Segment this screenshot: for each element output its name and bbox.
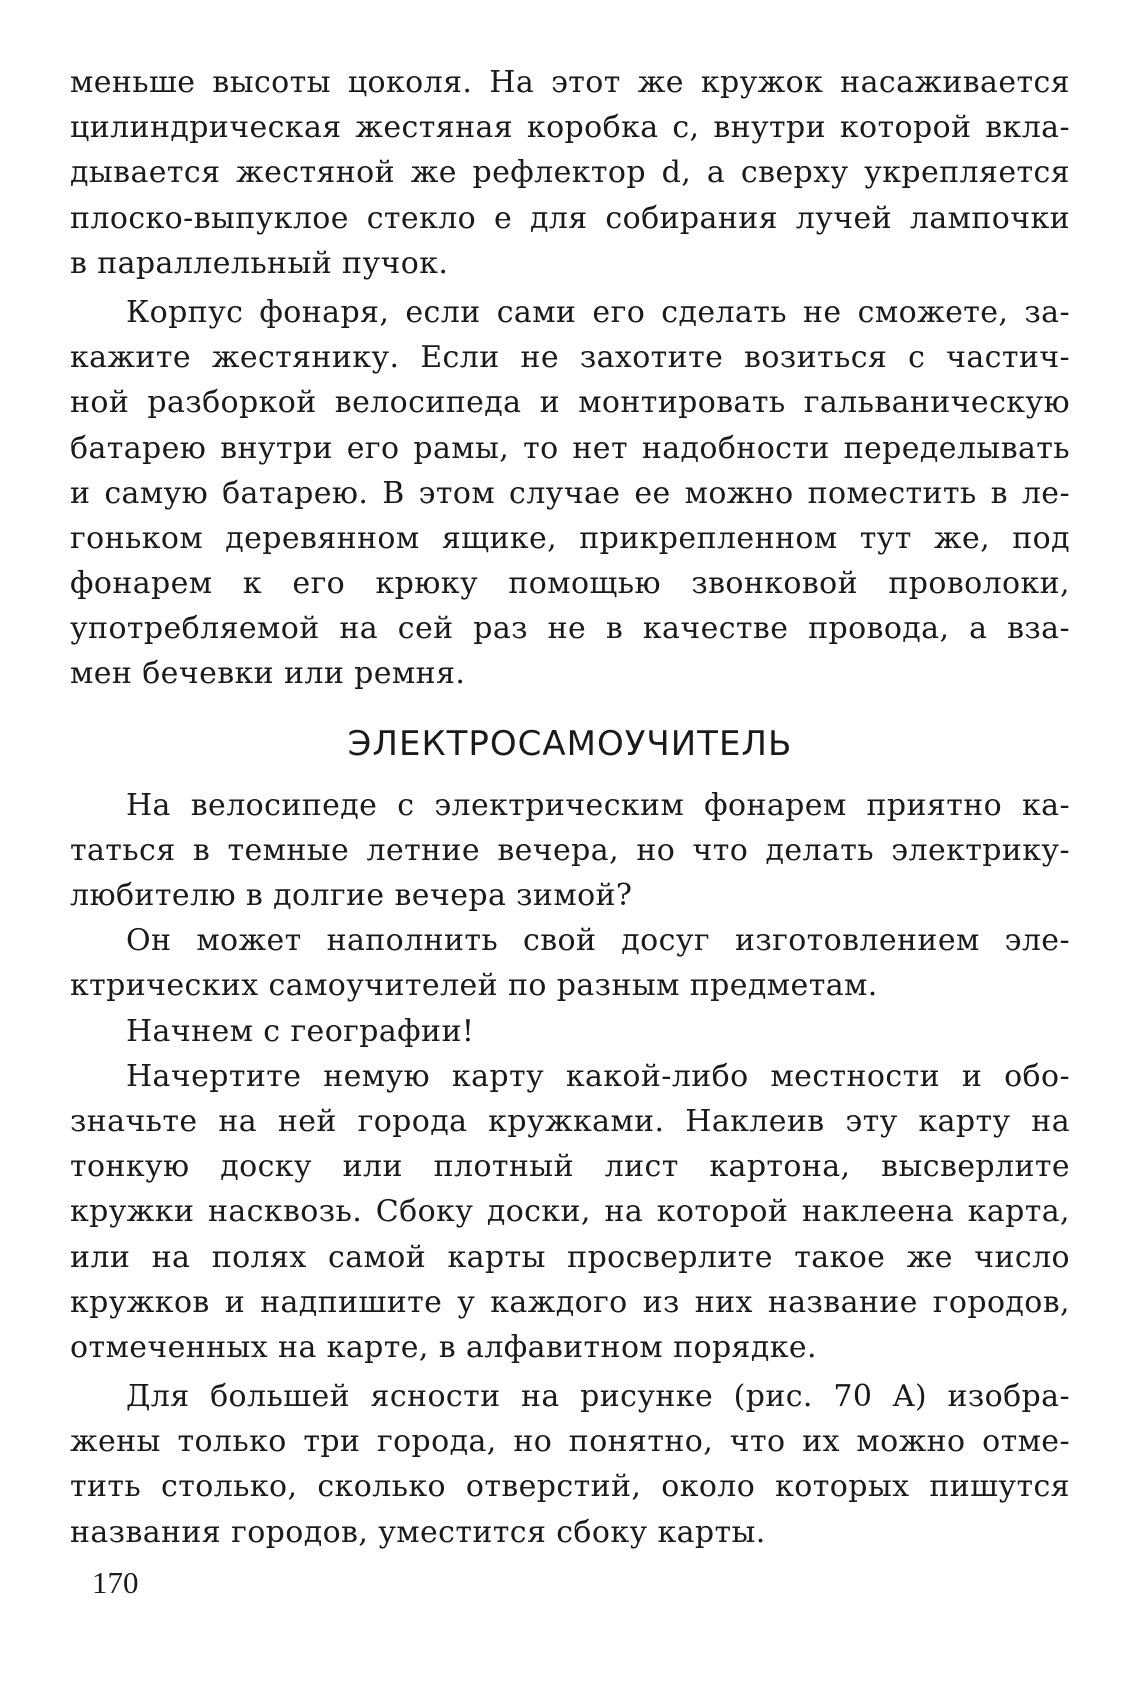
section-paragraph-2	[70, 918, 1070, 1008]
text-line: ной разборкой велосипеда и монтировать гальваническую	[70, 385, 1070, 421]
text-line: тонкую доску или плотный лист картона, высверлите	[70, 1149, 1070, 1185]
text-line: Начертите немую карту какой-либо местности и обо-	[126, 1058, 1070, 1094]
paragraph-2	[70, 290, 1070, 697]
text-line: меньше высоты цоколя. На этот же кружок насаживается	[70, 65, 1070, 100]
text-line: отмеченных на карте, в алфавитном порядке.	[70, 1329, 817, 1365]
text-line: и самую батарею. В этом случае ее можно поместить в ле-	[70, 475, 1070, 511]
text-line: Для большей ясности на рисунке (рис. 70 A) изобра-	[126, 1379, 1070, 1415]
section-paragraph-5	[70, 1374, 1070, 1555]
text-line: мен бечевки или ремня.	[70, 656, 466, 692]
text-line: гоньком деревянном ящике, прикрепленном тут же, под	[70, 520, 1070, 556]
page-number: 170	[92, 1565, 139, 1600]
section-paragraph-4	[70, 1054, 1070, 1370]
text-line: ктрических самоучителей по разным предметам.	[70, 968, 878, 1004]
text-line: или на полях самой карты просверлите такое же число	[70, 1239, 1070, 1275]
text-line: дывается жестяной же рефлектор d, а сверху укрепляется	[70, 155, 1070, 191]
text-line: любителю в долгие вечера зимой?	[70, 878, 633, 913]
text-line: Он может наполнить свой досуг изготовлением эле-	[126, 923, 1070, 959]
paragraph-1	[70, 60, 1070, 286]
text-line: плоско-выпуклое стекло e для собирания лучей лампочки	[70, 200, 1070, 236]
text-line: употребляемой на сей раз не в качестве провода, а вза-	[70, 611, 1070, 647]
text-line: Корпус фонаря, если сами его сделать не сможете, за-	[126, 294, 1070, 330]
text-line: жены только три города, но понятно, что их можно отме-	[70, 1424, 1070, 1460]
text-line: батарею внутри его рамы, то нет надобности переделывать	[70, 430, 1070, 466]
text-line: значьте на ней города кружками. Наклеив эту карту на	[70, 1103, 1070, 1139]
section-paragraph-3	[70, 1009, 1070, 1054]
text-line: таться в темные летние вечера, но что делать электрику-	[70, 832, 1070, 868]
text-line: фонарем к его крюку помощью звонковой проволоки,	[70, 566, 1070, 602]
section-title: ЭЛЕКТРОСАМОУЧИТЕЛЬ	[347, 723, 793, 764]
text-line: названия городов, уместится сбоку карты.	[70, 1514, 766, 1550]
text-line: На велосипеде с электрическим фонарем приятно ка-	[126, 787, 1070, 823]
page-body	[70, 60, 1070, 1555]
text-line: кружки насквозь. Сбоку доски, на которой наклеена карта,	[70, 1194, 1070, 1230]
text-line: кажите жестянику. Если не захотите возиться с частич-	[70, 340, 1070, 376]
text-line: в параллельный пучок.	[70, 245, 449, 281]
section-paragraph-1	[70, 783, 1070, 919]
text-line: кружков и надпишите у каждого из них название городов,	[70, 1284, 1070, 1320]
text-line: цилиндрическая жестяная коробка c, внутри которой вкла-	[70, 110, 1070, 146]
text-line: Начнем с географии!	[126, 1013, 475, 1049]
text-line: тить столько, сколько отверстий, около которых пишутся	[70, 1469, 1070, 1505]
